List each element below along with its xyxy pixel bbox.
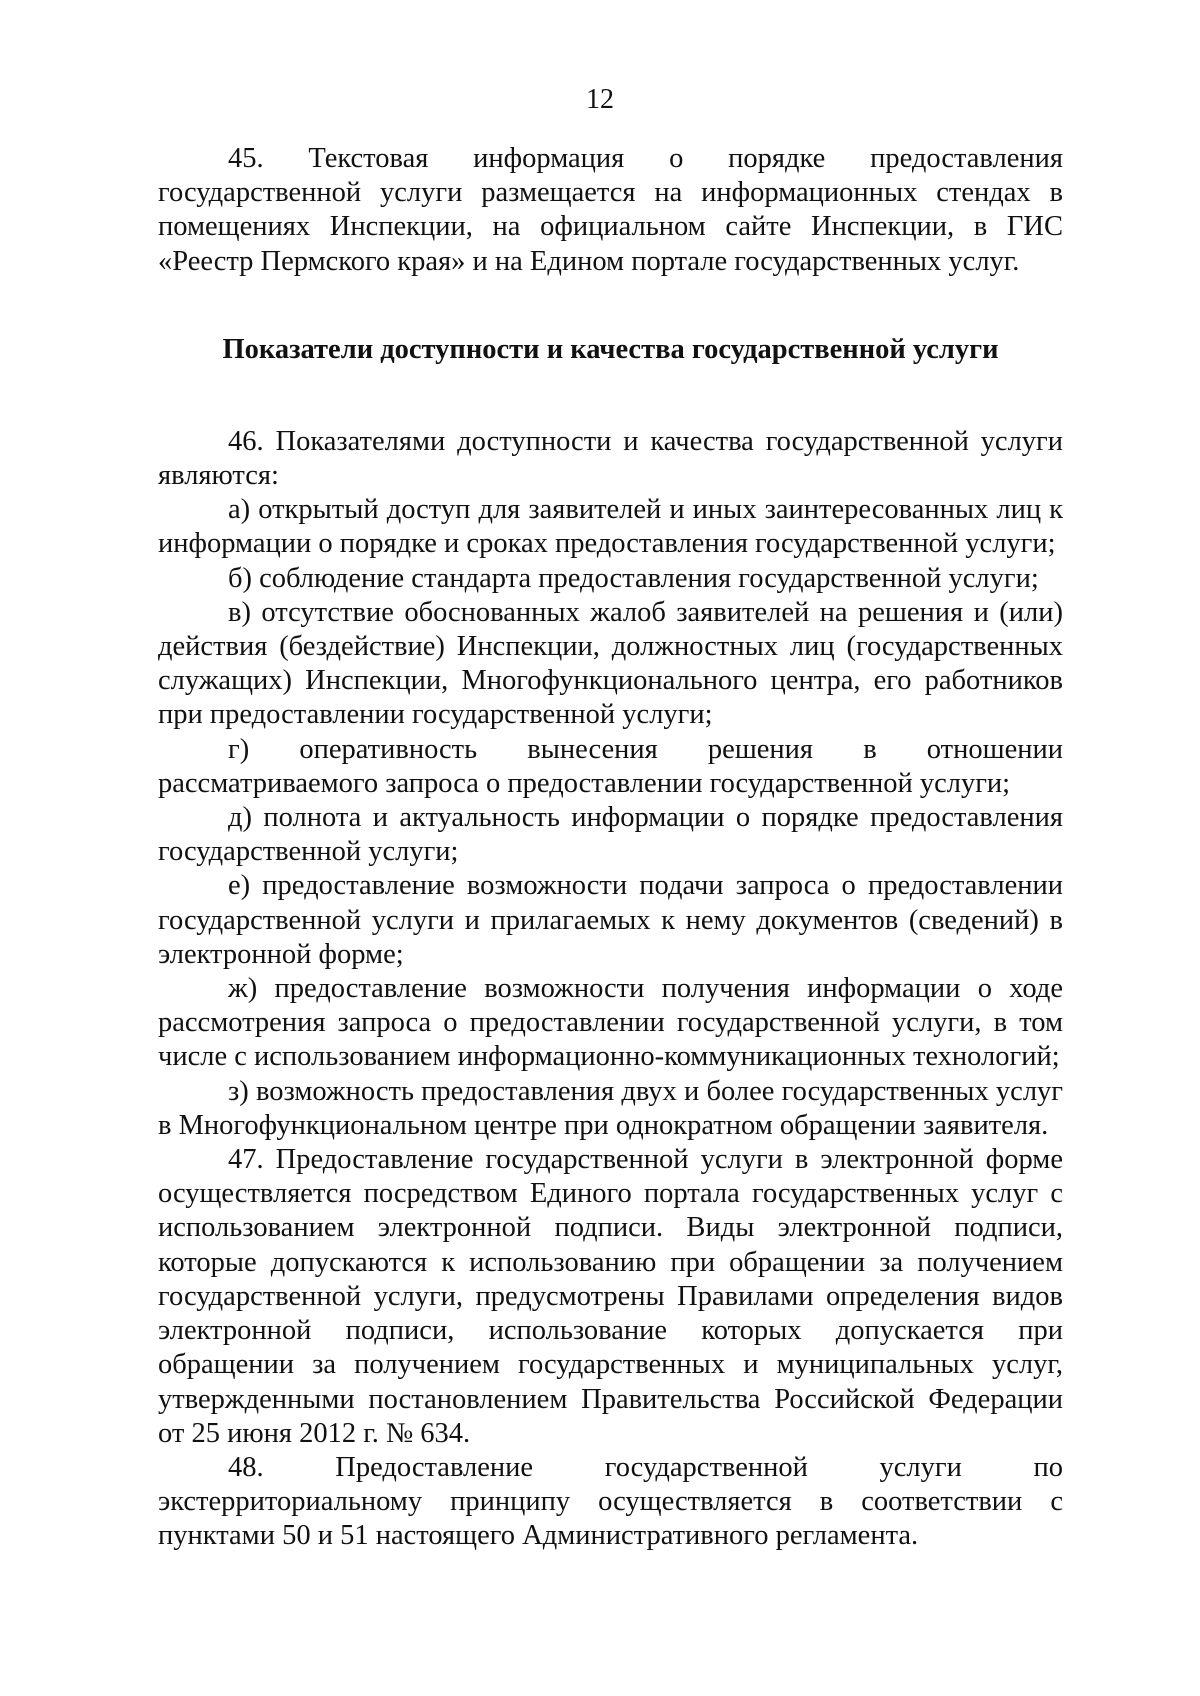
- document-body: [158, 142, 1063, 1554]
- paragraph-46: 46. Показателями доступности и качества государственной услуги являются:: [158, 425, 1063, 492]
- paragraph-45: 45. Текстовая информация о порядке предоставления государственной услуги размещается на информационных стендах в помещениях Инспекции, на официальном сайте Инспекции, в ГИС «Реестр Пермского края» и на Едином портале государственных услуг.: [158, 143, 1063, 277]
- paragraph-46-z: з) возможность предоставления двух и более государственных услуг в Многофункциональном центре при однократном обращении заявителя.: [158, 1075, 1063, 1141]
- paragraph-46-g: г) оперативность вынесения решения в отношении рассматриваемого запроса о предоставлении государственной услуги;: [158, 733, 1063, 799]
- paragraph-48: 48. Предоставление государственной услуги по экстерриториальному принципу осуществляется в соответствии с пунктами 50 и 51 настоящего Административного регламента.: [158, 1451, 1063, 1552]
- paragraph-46-d: д) полнота и актуальность информации о порядке предоставления государственной услуги;: [158, 802, 1063, 868]
- section-heading: Показатели доступности и качества государственной услуги: [222, 333, 999, 365]
- page-number: 12: [586, 84, 614, 115]
- paragraph-46-v: в) отсутствие обоснованных жалоб заявителей на решения и (или) действия (бездействие) Инспекции, должностных лиц (государственных служащих) Инспекции, Многофункционального центра, его работников при предоставлении государственной услуги;: [158, 596, 1063, 731]
- paragraph-46-zh: ж) предоставление возможности получения информации о ходе рассмотрения запроса о предоставлении государственной услуги, в том числе с использованием информационно-коммуникационных технологий;: [158, 973, 1063, 1073]
- paragraph-46-a: а) открытый доступ для заявителей и иных заинтересованных лиц к информации о порядке и сроках предоставления государственной услуги;: [158, 494, 1063, 560]
- paragraph-47: 47. Предоставление государственной услуги в электронной форме осуществляется посредством Единого портала государственных услуг с использованием электронной подписи. Виды электронной подписи, которые допускаются к использованию при обращении за получением государственной услуги, предусмотрены Правилами определения видов электронной подписи, использование которых допускается при обращении за получением государственных и муниципальных услуг, утвержденными постановлением Правительства Российской Федерации от 25 июня 2012 г. № 634.: [158, 1144, 1063, 1449]
- paragraph-46-e: е) предоставление возможности подачи запроса о предоставлении государственной услуги и прилагаемых к нему документов (сведений) в электронной форме;: [158, 870, 1063, 970]
- paragraph-46-b: б) соблюдение стандарта предоставления государственной услуги;: [228, 562, 1039, 594]
